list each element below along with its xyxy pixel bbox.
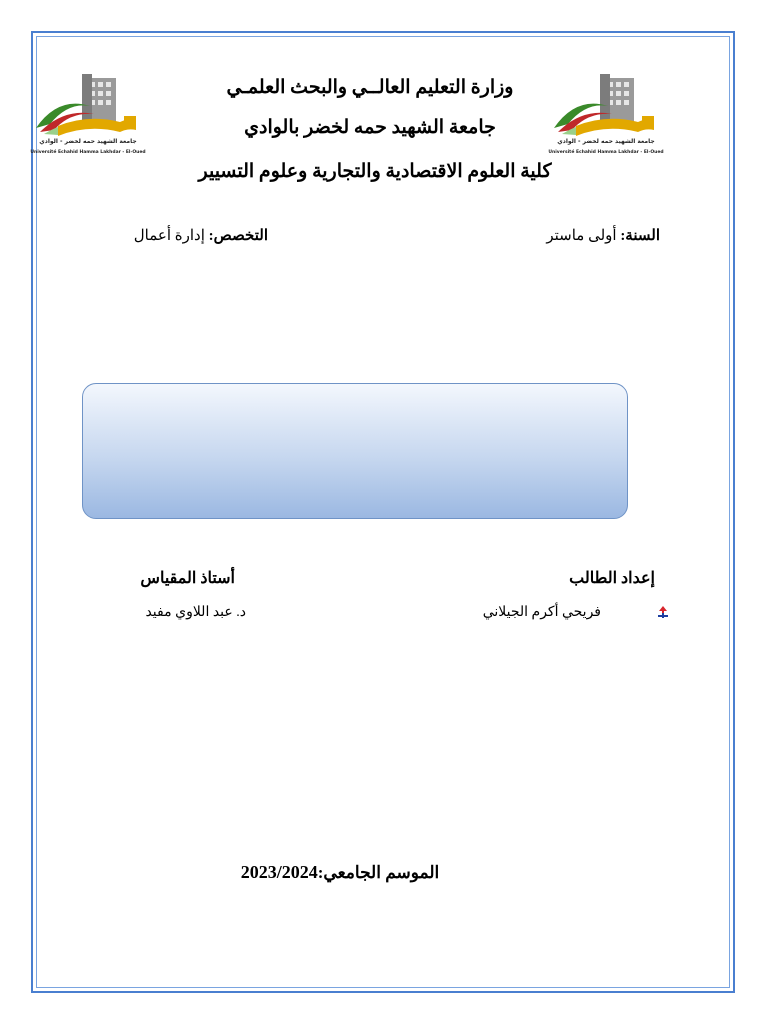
logo-caption-french: Université Echahid Hamma Lakhdar - El-Oued xyxy=(548,150,664,155)
academic-level-value: أولى ماستر xyxy=(546,228,617,244)
academic-season-label: الموسم الجامعي: xyxy=(317,863,440,882)
university-title: جامعة الشهيد حمه لخضر بالوادي xyxy=(244,117,496,138)
university-emblem-icon xyxy=(546,72,666,136)
prepared-by-label: إعداد الطالب xyxy=(569,570,655,587)
university-logo-left xyxy=(28,72,148,164)
ministry-title: وزارة التعليم العالــي والبحث العلمـي xyxy=(226,77,514,98)
academic-level xyxy=(546,226,660,245)
bullet-arrow-icon xyxy=(658,606,668,618)
university-emblem-icon xyxy=(28,72,148,136)
specialty-label: التخصص: xyxy=(208,228,268,244)
academic-season xyxy=(210,862,470,883)
faculty-title: كلية العلوم الاقتصادية والتجارية وعلوم التسيير xyxy=(198,161,552,182)
specialty xyxy=(134,226,268,245)
academic-level-label: السنة: xyxy=(620,228,660,244)
title-box xyxy=(82,383,628,519)
university-logo-right xyxy=(546,72,666,164)
specialty-value: إدارة أعمال xyxy=(133,228,205,244)
logo-caption-arabic: جامعة الشهيد حمه لخضر - الوادي xyxy=(557,138,655,145)
student-name: فريحي أكرم الجيلاني xyxy=(482,605,601,620)
logo-caption-arabic: جامعة الشهيد حمه لخضر - الوادي xyxy=(39,138,137,145)
academic-season-year: 2023/2024 xyxy=(240,862,318,882)
professor-label: أستاذ المقياس xyxy=(140,570,235,587)
professor-name: د. عبد اللاوي مفيد xyxy=(145,605,246,620)
logo-caption-french: Université Echahid Hamma Lakhdar - El-Oued xyxy=(30,150,146,155)
